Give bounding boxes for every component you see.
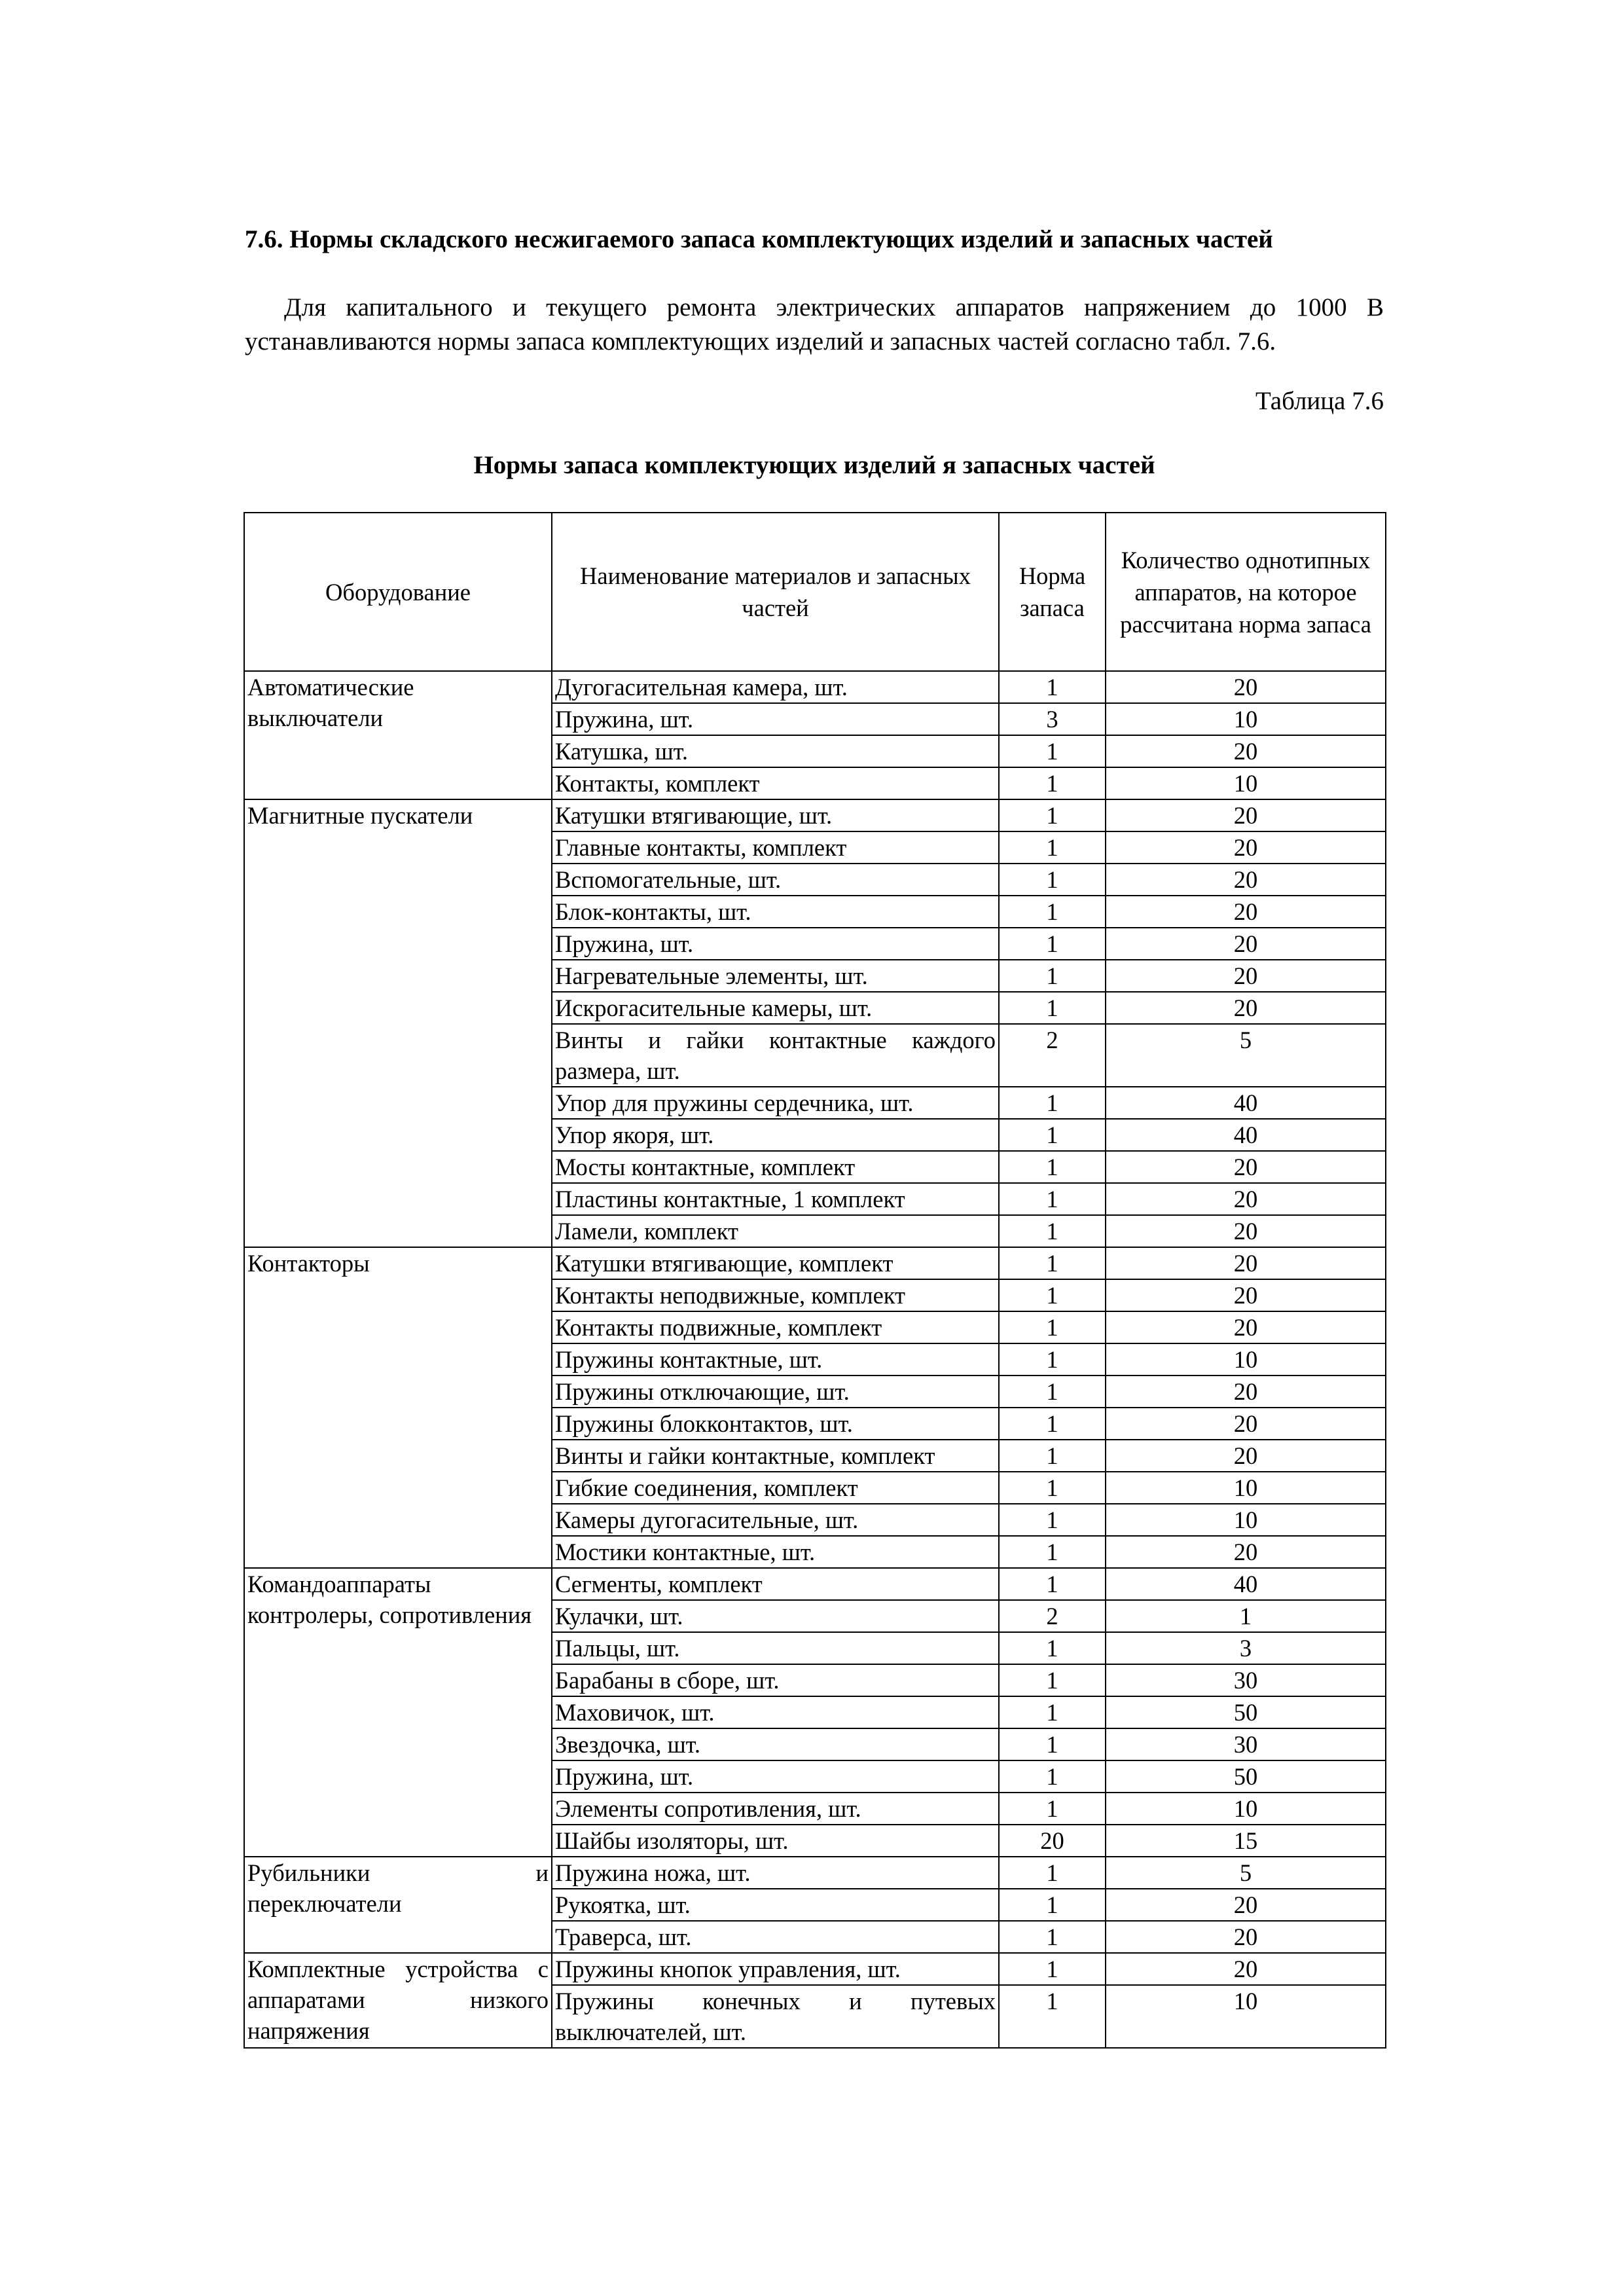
units-count-cell: 20 xyxy=(1106,1279,1386,1311)
part-name-cell: Пластины контактные, 1 комплект xyxy=(552,1183,999,1215)
norm-cell: 1 xyxy=(999,1921,1106,1953)
units-count-cell: 20 xyxy=(1106,831,1386,864)
norm-cell: 1 xyxy=(999,864,1106,896)
equipment-cell: Автоматические выключатели xyxy=(244,671,552,799)
units-count-cell: 40 xyxy=(1106,1119,1386,1151)
units-count-cell: 40 xyxy=(1106,1087,1386,1119)
part-name-cell: Камеры дугогасительные, шт. xyxy=(552,1504,999,1536)
norm-cell: 1 xyxy=(999,1376,1106,1408)
part-name-cell: Катушка, шт. xyxy=(552,735,999,767)
norm-cell: 1 xyxy=(999,896,1106,928)
equipment-cell: Рубильники и переключатели xyxy=(244,1857,552,1953)
norm-cell: 2 xyxy=(999,1024,1106,1087)
part-name-cell: Пружина, шт. xyxy=(552,928,999,960)
norm-cell: 1 xyxy=(999,1760,1106,1793)
norm-cell: 1 xyxy=(999,1408,1106,1440)
norm-cell: 1 xyxy=(999,1728,1106,1760)
units-count-cell: 1 xyxy=(1106,1600,1386,1632)
equipment-cell: Комплектные устройства с аппаратами низкого напряжения xyxy=(244,1953,552,2048)
norm-cell: 1 xyxy=(999,1119,1106,1151)
part-name-cell: Барабаны в сборе, шт. xyxy=(552,1664,999,1696)
units-count-cell: 20 xyxy=(1106,1311,1386,1343)
table-row xyxy=(244,1247,1386,1279)
part-name-cell: Винты и гайки контактные, комплект xyxy=(552,1440,999,1472)
part-name-cell: Траверса, шт. xyxy=(552,1921,999,1953)
table-title: Нормы запаса комплектующих изделий я запасных частей xyxy=(473,451,1155,479)
header-units-count: Количество однотипных аппаратов, на которое рассчитана норма запаса xyxy=(1106,513,1386,671)
norm-cell: 1 xyxy=(999,767,1106,799)
part-name-cell: Рукоятка, шт. xyxy=(552,1889,999,1921)
table-row xyxy=(244,1568,1386,1600)
part-name-cell: Пружина, шт. xyxy=(552,703,999,735)
part-name-cell: Сегменты, комплект xyxy=(552,1568,999,1600)
norm-cell: 1 xyxy=(999,1472,1106,1504)
norm-cell: 1 xyxy=(999,1247,1106,1279)
part-name-cell: Искрогасительные камеры, шт. xyxy=(552,992,999,1024)
part-name-cell: Пружины блокконтактов, шт. xyxy=(552,1408,999,1440)
norm-cell: 1 xyxy=(999,831,1106,864)
units-count-cell: 20 xyxy=(1106,960,1386,992)
units-count-cell: 20 xyxy=(1106,1536,1386,1568)
norm-cell: 1 xyxy=(999,1087,1106,1119)
units-count-cell: 10 xyxy=(1106,1343,1386,1376)
units-count-cell: 20 xyxy=(1106,671,1386,703)
part-name-cell: Контакты, комплект xyxy=(552,767,999,799)
units-count-cell: 20 xyxy=(1106,735,1386,767)
table-header xyxy=(244,513,1386,671)
part-name-cell: Пружины контактные, шт. xyxy=(552,1343,999,1376)
part-name-cell: Катушки втягивающие, комплект xyxy=(552,1247,999,1279)
norm-cell: 1 xyxy=(999,1857,1106,1889)
part-name-cell: Ламели, комплект xyxy=(552,1215,999,1247)
part-name-cell: Мосты контактные, комплект xyxy=(552,1151,999,1183)
norm-cell: 1 xyxy=(999,1696,1106,1728)
norm-cell: 1 xyxy=(999,1215,1106,1247)
units-count-cell: 20 xyxy=(1106,1151,1386,1183)
part-name-cell: Гибкие соединения, комплект xyxy=(552,1472,999,1504)
part-name-cell: Контакты подвижные, комплект xyxy=(552,1311,999,1343)
norm-cell: 1 xyxy=(999,735,1106,767)
equipment-cell: Командоаппараты контролеры, сопротивления xyxy=(244,1568,552,1857)
units-count-cell: 20 xyxy=(1106,1376,1386,1408)
norm-cell: 1 xyxy=(999,671,1106,703)
units-count-cell: 5 xyxy=(1106,1024,1386,1087)
table-number: Таблица 7.6 xyxy=(1255,387,1384,415)
part-name-cell: Пружины отключающие, шт. xyxy=(552,1376,999,1408)
units-count-cell: 20 xyxy=(1106,1215,1386,1247)
header-equipment: Оборудование xyxy=(244,513,552,671)
part-name-cell: Пальцы, шт. xyxy=(552,1632,999,1664)
norm-cell: 1 xyxy=(999,1889,1106,1921)
units-count-cell: 20 xyxy=(1106,1408,1386,1440)
norm-cell: 2 xyxy=(999,1600,1106,1632)
norm-cell: 1 xyxy=(999,1343,1106,1376)
norm-cell: 1 xyxy=(999,799,1106,831)
units-count-cell: 20 xyxy=(1106,928,1386,960)
header-norm: Норма запаса xyxy=(999,513,1106,671)
part-name-cell: Шайбы изоляторы, шт. xyxy=(552,1825,999,1857)
norm-cell: 1 xyxy=(999,1953,1106,1985)
units-count-cell: 10 xyxy=(1106,1504,1386,1536)
units-count-cell: 20 xyxy=(1106,992,1386,1024)
table-row xyxy=(244,1953,1386,1985)
norm-cell: 3 xyxy=(999,703,1106,735)
table-row xyxy=(244,671,1386,703)
table-body xyxy=(244,671,1386,2048)
part-name-cell: Маховичок, шт. xyxy=(552,1696,999,1728)
part-name-cell: Главные контакты, комплект xyxy=(552,831,999,864)
norm-cell: 1 xyxy=(999,928,1106,960)
equipment-cell: Магнитные пускатели xyxy=(244,799,552,1247)
part-name-cell: Пружина ножа, шт. xyxy=(552,1857,999,1889)
part-name-cell: Пружина, шт. xyxy=(552,1760,999,1793)
norm-cell: 1 xyxy=(999,1664,1106,1696)
units-count-cell: 20 xyxy=(1106,1889,1386,1921)
section-heading: 7.6. Нормы складского несжигаемого запаса комплектующих изделий и запасных частей xyxy=(245,225,1273,253)
norm-cell: 1 xyxy=(999,1793,1106,1825)
part-name-cell: Пружины конечных и путевых выключателей, шт. xyxy=(552,1985,999,2048)
part-name-cell: Кулачки, шт. xyxy=(552,1600,999,1632)
units-count-cell: 20 xyxy=(1106,799,1386,831)
units-count-cell: 20 xyxy=(1106,896,1386,928)
part-name-cell: Дугогасительная камера, шт. xyxy=(552,671,999,703)
units-count-cell: 5 xyxy=(1106,1857,1386,1889)
units-count-cell: 30 xyxy=(1106,1728,1386,1760)
norm-cell: 1 xyxy=(999,1183,1106,1215)
units-count-cell: 20 xyxy=(1106,1953,1386,1985)
part-name-cell: Контакты неподвижные, комплект xyxy=(552,1279,999,1311)
units-count-cell: 10 xyxy=(1106,1793,1386,1825)
norm-cell: 1 xyxy=(999,1568,1106,1600)
units-count-cell: 40 xyxy=(1106,1568,1386,1600)
table-row xyxy=(244,799,1386,831)
norm-cell: 1 xyxy=(999,1504,1106,1536)
part-name-cell: Пружины кнопок управления, шт. xyxy=(552,1953,999,1985)
table-header-row xyxy=(244,513,1386,671)
norm-cell: 1 xyxy=(999,1985,1106,2048)
units-count-cell: 10 xyxy=(1106,767,1386,799)
units-count-cell: 30 xyxy=(1106,1664,1386,1696)
units-count-cell: 10 xyxy=(1106,1985,1386,2048)
part-name-cell: Нагревательные элементы, шт. xyxy=(552,960,999,992)
table-row xyxy=(244,1857,1386,1889)
norm-cell: 20 xyxy=(999,1825,1106,1857)
intro-paragraph: Для капитального и текущего ремонта электрических аппаратов напряжением до 1000 В устанавливаются нормы запаса комплектующих изделий и запасных частей согласно табл. 7.6. xyxy=(245,293,1384,355)
spare-parts-table xyxy=(244,512,1386,2049)
units-count-cell: 20 xyxy=(1106,1440,1386,1472)
part-name-cell: Мостики контактные, шт. xyxy=(552,1536,999,1568)
part-name-cell: Элементы сопротивления, шт. xyxy=(552,1793,999,1825)
units-count-cell: 15 xyxy=(1106,1825,1386,1857)
norm-cell: 1 xyxy=(999,1311,1106,1343)
units-count-cell: 50 xyxy=(1106,1760,1386,1793)
units-count-cell: 20 xyxy=(1106,1921,1386,1953)
part-name-cell: Катушки втягивающие, шт. xyxy=(552,799,999,831)
units-count-cell: 50 xyxy=(1106,1696,1386,1728)
units-count-cell: 20 xyxy=(1106,1247,1386,1279)
units-count-cell: 3 xyxy=(1106,1632,1386,1664)
part-name-cell: Блок-контакты, шт. xyxy=(552,896,999,928)
equipment-cell: Контакторы xyxy=(244,1247,552,1568)
norm-cell: 1 xyxy=(999,1279,1106,1311)
units-count-cell: 10 xyxy=(1106,1472,1386,1504)
norm-cell: 1 xyxy=(999,992,1106,1024)
part-name-cell: Упор якоря, шт. xyxy=(552,1119,999,1151)
norm-cell: 1 xyxy=(999,1440,1106,1472)
units-count-cell: 10 xyxy=(1106,703,1386,735)
part-name-cell: Винты и гайки контактные каждого размера, шт. xyxy=(552,1024,999,1087)
norm-cell: 1 xyxy=(999,1151,1106,1183)
part-name-cell: Вспомогательные, шт. xyxy=(552,864,999,896)
norm-cell: 1 xyxy=(999,1632,1106,1664)
header-part-name: Наименование материалов и запасных частей xyxy=(552,513,999,671)
norm-cell: 1 xyxy=(999,960,1106,992)
part-name-cell: Упор для пружины сердечника, шт. xyxy=(552,1087,999,1119)
part-name-cell: Звездочка, шт. xyxy=(552,1728,999,1760)
units-count-cell: 20 xyxy=(1106,1183,1386,1215)
units-count-cell: 20 xyxy=(1106,864,1386,896)
norm-cell: 1 xyxy=(999,1536,1106,1568)
